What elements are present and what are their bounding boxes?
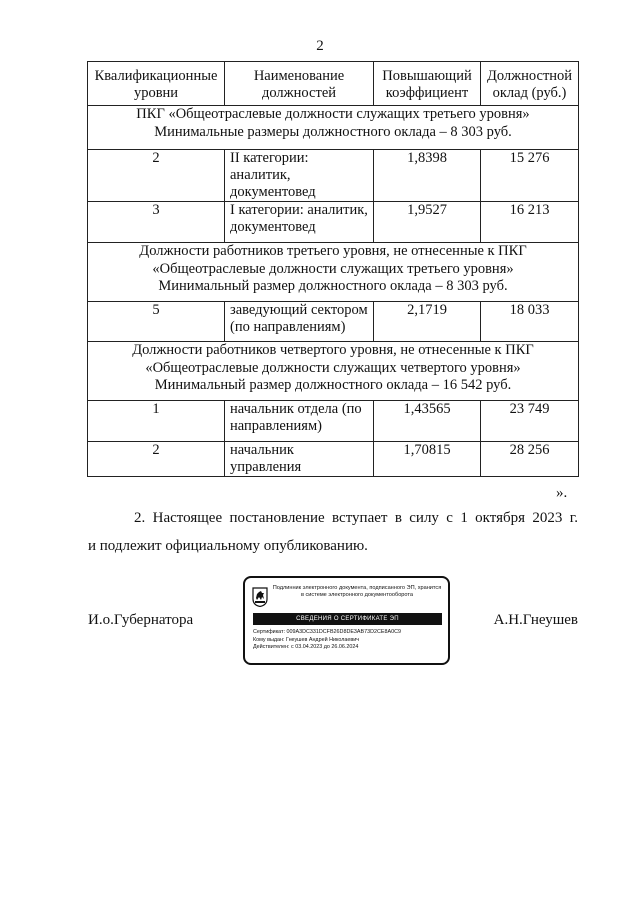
position-cell: I категории: аналитик, документовед — [225, 202, 374, 243]
level-cell: 1 — [88, 401, 225, 442]
level-cell: 2 — [88, 150, 225, 202]
group-row — [88, 106, 579, 150]
group-row — [88, 243, 579, 302]
level-cell: 2 — [88, 442, 225, 477]
certificate-header: Подлинник электронного документа, подписанного ЭП, хранится в системе электронного документооборота — [272, 585, 442, 598]
group-caption — [88, 243, 579, 302]
table-row — [88, 202, 579, 243]
position-cell: начальник управления — [225, 442, 374, 477]
salary-cell: 15 276 — [481, 150, 579, 202]
coefficient-cell: 2,1719 — [374, 302, 481, 342]
coat-of-arms-icon — [252, 587, 268, 607]
coefficient-cell: 1,9527 — [374, 202, 481, 243]
header-positions: Наименование должностей — [225, 62, 374, 106]
salary-cell: 18 033 — [481, 302, 579, 342]
level-cell: 5 — [88, 302, 225, 342]
group-caption-line: «Общеотраслевые должности служащих четвертого уровня» — [145, 359, 521, 376]
page-number: 2 — [316, 38, 324, 54]
salary-cell: 23 749 — [481, 401, 579, 442]
certificate-serial: Сертификат: 009A3DC331DCFB26D8DE3AB73D2CE8A0C9 — [253, 629, 401, 635]
table-row — [88, 302, 579, 342]
group-caption-line: «Общеотраслевые должности служащих третьего уровня» — [152, 260, 514, 277]
group-caption-line: Минимальный размер должностного оклада – 16 542 руб. — [154, 377, 512, 393]
table-header-row — [88, 62, 579, 106]
group-caption-line: ПКГ «Общеотраслевые должности служащих третьего уровня» — [136, 106, 530, 122]
table-row — [88, 401, 579, 442]
group-caption — [88, 106, 579, 150]
group-caption-line: Должности работников третьего уровня, не отнесенные к ПКГ — [139, 243, 527, 259]
group-caption-line: Должности работников четвертого уровня, не отнесенные к ПКГ — [132, 342, 534, 358]
certificate-title-band: СВЕДЕНИЯ О СЕРТИФИКАТЕ ЭП — [253, 613, 442, 625]
coefficient-cell: 1,43565 — [374, 401, 481, 442]
group-caption-line: Минимальный размер должностного оклада – 8 303 руб. — [158, 278, 508, 294]
certificate-owner: Кому выдан: Гнеушев Андрей Николаевич — [253, 636, 360, 643]
header-levels: Квалификационные уровни — [88, 62, 225, 106]
salary-cell: 28 256 — [481, 442, 579, 477]
signer-name: А.Н.Гнеушев — [493, 612, 578, 628]
signature-certificate-stamp — [243, 576, 450, 665]
group-row — [88, 342, 579, 401]
coefficient-cell: 1,8398 — [374, 150, 481, 202]
certificate-details — [253, 629, 401, 652]
closing-quote: ». — [556, 485, 568, 501]
table-row — [88, 150, 579, 202]
signer-title: И.о.Губернатора — [88, 612, 194, 628]
table-row — [88, 442, 579, 477]
position-cell: заведующий сектором (по направлениям) — [225, 302, 374, 342]
salary-cell: 16 213 — [481, 202, 579, 243]
salary-table — [87, 61, 579, 477]
position-cell: II категории: аналитик, документовед — [225, 150, 374, 202]
position-cell: начальник отдела (по направлениям) — [225, 401, 374, 442]
header-coefficient: Повышающий коэффициент — [374, 62, 481, 106]
level-cell: 3 — [88, 202, 225, 243]
effective-date-paragraph: 2. Настоящее постановление вступает в силу с 1 октября 2023 г. — [134, 510, 578, 526]
group-caption-line: Минимальные размеры должностного оклада – 8 303 руб. — [154, 123, 512, 140]
header-salary: Должностной оклад (руб.) — [481, 62, 579, 106]
publication-paragraph: и подлежит официальному опубликованию. — [88, 538, 368, 554]
coefficient-cell: 1,70815 — [374, 442, 481, 477]
group-caption — [88, 342, 579, 401]
certificate-validity: Действителен: с 03.04.2023 до 26.06.2024 — [253, 644, 359, 650]
